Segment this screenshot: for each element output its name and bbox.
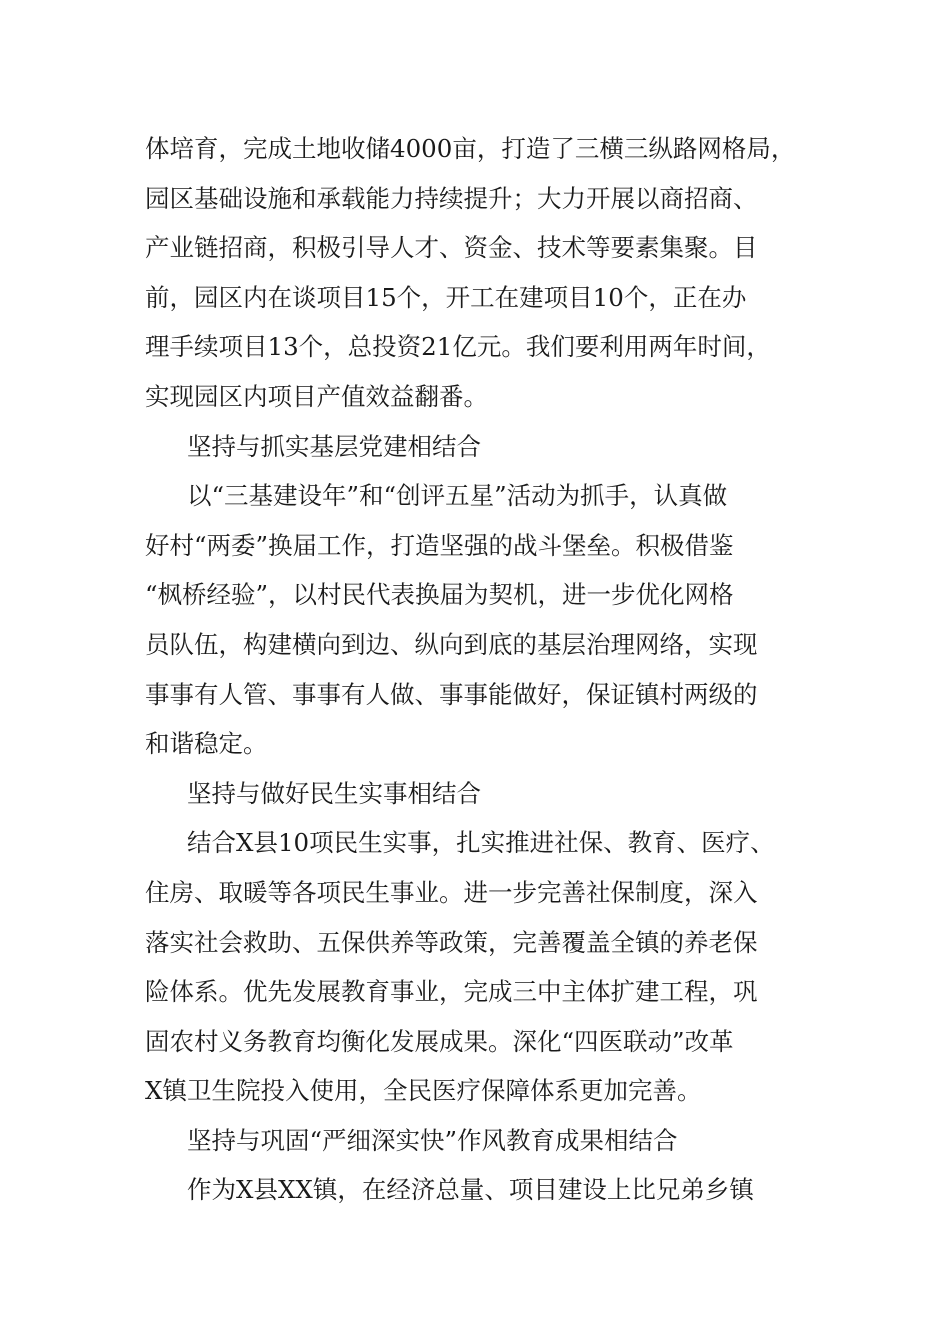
section-heading: 坚持与巩固“严细深实快”作风教育成果相结合 (187, 1125, 678, 1155)
paragraph-first-line: 作为X县XX镇，在经济总量、项目建设上比兄弟乡镇 (187, 1175, 754, 1205)
document-body (145, 124, 835, 1215)
body-line: 员队伍，构建横向到边、纵向到底的基层治理网络，实现 (145, 629, 758, 659)
body-line: 园区基础设施和承载能力持续提升；大力开展以商招商、 (145, 183, 758, 213)
body-line: 好村“两委”换届工作，打造坚强的战斗堡垒。积极借鉴 (145, 530, 734, 560)
body-line: “枫桥经验”，以村民代表换届为契机，进一步优化网格 (145, 580, 734, 610)
section-heading: 坚持与做好民生实事相结合 (187, 778, 481, 808)
body-line: 住房、取暖等各项民生事业。进一步完善社保制度，深入 (145, 877, 758, 907)
body-line: 前，园区内在谈项目15个，开工在建项目10个，正在办 (145, 282, 747, 312)
paragraph-first-line: 以“三基建设年”和“创评五星”活动为抓手，认真做 (187, 481, 728, 511)
paragraph-first-line: 结合X县10项民生实事，扎实推进社保、教育、医疗、 (187, 828, 775, 858)
body-line: 落实社会救助、五保供养等政策，完善覆盖全镇的养老保 (145, 927, 758, 957)
body-line: X镇卫生院投入使用，全民医疗保障体系更加完善。 (145, 1076, 702, 1106)
section-heading: 坚持与抓实基层党建相结合 (187, 431, 481, 461)
body-line: 固农村义务教育均衡化发展成果。深化“四医联动”改革 (145, 1026, 734, 1056)
body-line: 险体系。优先发展教育事业，完成三中主体扩建工程，巩 (145, 977, 758, 1007)
body-line: 和谐稳定。 (145, 729, 268, 759)
body-line: 体培育，完成土地收储4000亩，打造了三横三纵路网格局， (145, 134, 796, 163)
body-line: 产业链招商，积极引导人才、资金、技术等要素集聚。目 (145, 233, 758, 263)
body-line: 理手续项目13个，总投资21亿元。我们要利用两年时间， (145, 332, 771, 362)
body-line: 事事有人管、事事有人做、事事能做好，保证镇村两级的 (145, 679, 758, 709)
body-line: 实现园区内项目产值效益翻番。 (145, 381, 488, 411)
